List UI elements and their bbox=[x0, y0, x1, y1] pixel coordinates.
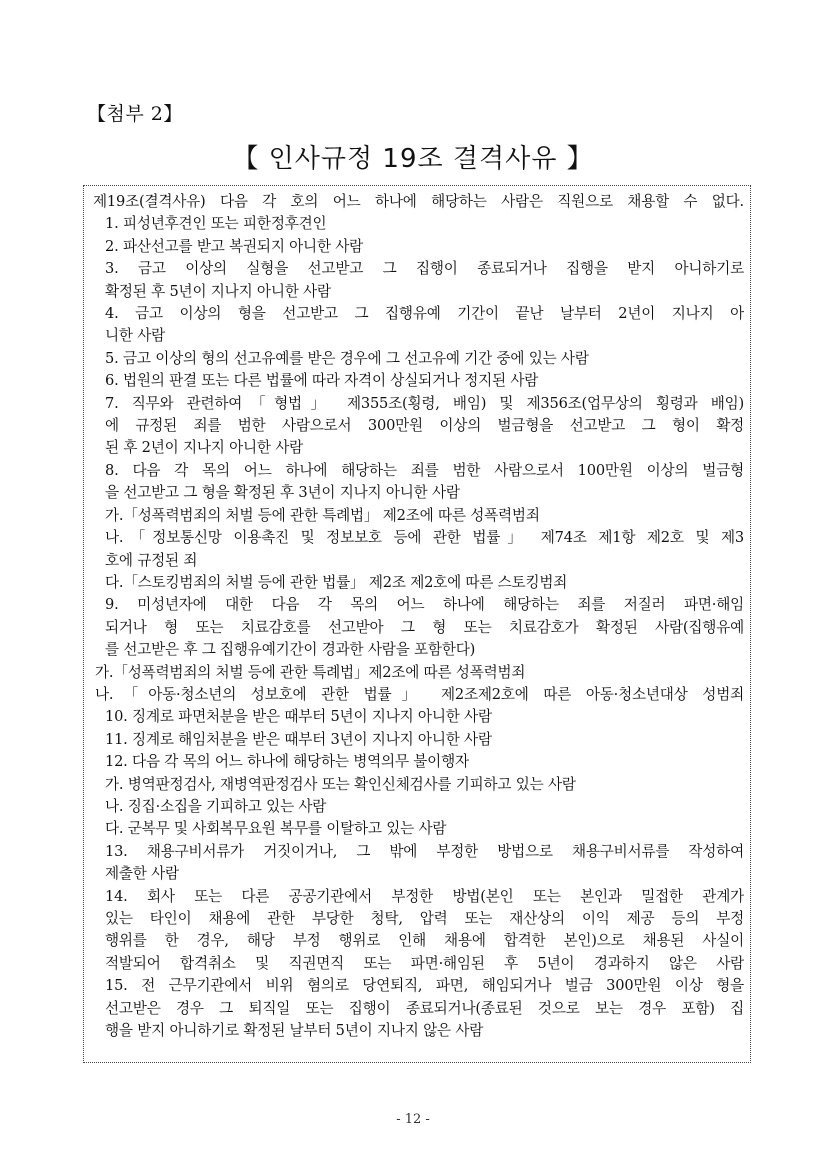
article-line: 가. 병역판정검사, 재병역판정검사 또는 확인신체검사를 기피하고 있는 사람 bbox=[105, 775, 576, 793]
article-line: 를 선고받은 후 그 집행유예기간이 경과한 사람을 포함한다) bbox=[105, 641, 476, 659]
article-line: 나.「아동·청소년의 성보호에 관한 법률」 제2조제2호에 따른 아동·청소년대상 성범죄 bbox=[95, 685, 744, 703]
article-line: 호에 규정된 죄 bbox=[105, 551, 198, 569]
article-line: 13. 채용구비서류가 거짓이거나, 그 밖에 부정한 방법으로 채용구비서류를 작성하여 bbox=[105, 842, 744, 860]
article-line: 5. 금고 이상의 형의 선고유예를 받은 경우에 그 선고유예 기간 중에 있는 사람 bbox=[105, 349, 589, 367]
article-line: 선고받은 경우 그 퇴직일 또는 집행이 종료되거나(종료된 것으로 보는 경우 포함) 집 bbox=[105, 999, 744, 1017]
article-line: 11. 징계로 해임처분을 받은 때부터 3년이 지나지 아니한 사람 bbox=[105, 730, 492, 748]
article-line: 8. 다음 각 목의 어느 하나에 해당하는 죄를 범한 사람으로서 100만원 이상의 벌금형 bbox=[105, 461, 744, 479]
article-line: 7. 직무와 관련하여「형법」 제355조(횡령, 배임) 및 제356조(업무상의 횡령과 배임) bbox=[105, 394, 744, 412]
article-line: 12. 다음 각 목의 어느 하나에 해당하는 병역의무 불이행자 bbox=[105, 753, 469, 771]
article-line: 가.「성폭력범죄의 처벌 등에 관한 특례법」 제2조에 따른 성폭력범죄 bbox=[105, 506, 540, 524]
article-line: 에 규정된 죄를 범한 사람으로서 300만원 이상의 벌금형을 선고받고 그 형이 확정 bbox=[105, 417, 744, 435]
article-line: 나.「정보통신망 이용촉진 및 정보보호 등에 관한 법률」 제74조 제1항 제2호 및 제3 bbox=[105, 529, 744, 547]
attachment-label: 【첨부 2】 bbox=[87, 103, 183, 125]
article-line: 2. 파산선고를 받고 복권되지 아니한 사람 bbox=[105, 237, 364, 255]
article-box bbox=[83, 185, 751, 1063]
article-line: 을 선고받고 그 형을 확정된 후 3년이 지나지 아니한 사람 bbox=[105, 484, 460, 502]
article-line: 4. 금고 이상의 형을 선고받고 그 집행유예 기간이 끝난 날부터 2년이 지나지 아 bbox=[105, 305, 744, 323]
article-line: 다.「스토킹범죄의 처벌 등에 관한 법률」 제2조 제2호에 따른 스토킹범죄 bbox=[105, 573, 568, 591]
article-line: 니한 사람 bbox=[105, 327, 166, 345]
article-line: 확정된 후 5년이 지나지 아니한 사람 bbox=[105, 282, 331, 300]
article-line: 되거나 형 또는 치료감호를 선고받아 그 형 또는 치료감호가 확정된 사람(집행유예 bbox=[105, 618, 744, 636]
article-line: 행을 받지 아니하기로 확정된 날부터 5년이 지나지 않은 사람 bbox=[105, 1022, 484, 1040]
article-line: 가.「성폭력범죄의 처벌 등에 관한 특례법」제2조에 따른 성폭력범죄 bbox=[95, 663, 526, 681]
article-line: 다. 군복무 및 사회복무요원 복무를 이탈하고 있는 사람 bbox=[105, 820, 447, 838]
article-line: 있는 타인이 채용에 관한 부당한 청탁, 압력 또는 재산상의 이익 제공 등의 부정 bbox=[105, 910, 744, 927]
article-line: 행위를 한 경우, 해당 부정 행위로 인해 채용에 합격한 본인)으로 채용된 사실이 bbox=[105, 932, 744, 950]
article-heading: 제19조(결격사유) 다음 각 호의 어느 하나에 해당하는 사람은 직원으로 채용할 수 없다. bbox=[93, 193, 744, 210]
page-title: 【 인사규정 19조 결격사유 】 bbox=[232, 144, 594, 174]
article-line: 제출한 사람 bbox=[105, 865, 179, 883]
article-line: 3. 금고 이상의 실형을 선고받고 그 집행이 종료되거나 집행을 받지 아니하기로 bbox=[105, 260, 744, 278]
page-number: - 12 - bbox=[396, 1112, 430, 1127]
article-line: 14. 회사 또는 다른 공공기관에서 부정한 방법(본인 또는 본인과 밀접한 관계가 bbox=[105, 887, 744, 905]
article-line: 15. 전 근무기관에서 비위 혐의로 당연퇴직, 파면, 해임되거나 벌금 300만원 이상 형을 bbox=[105, 977, 744, 995]
article-line: 적발되어 합격취소 및 직권면직 또는 파면·해임된 후 5년이 경과하지 않은 사람 bbox=[105, 954, 744, 972]
article-line: 된 후 2년이 지나지 아니한 사람 bbox=[105, 439, 304, 457]
article-line: 9. 미성년자에 대한 다음 각 목의 어느 하나에 해당하는 죄를 저질러 파면·해임 bbox=[105, 596, 744, 614]
article-line: 1. 피성년후견인 또는 피한정후견인 bbox=[105, 215, 327, 233]
article-line: 6. 법원의 판결 또는 다른 법률에 따라 자격이 상실되거나 정지된 사람 bbox=[105, 372, 539, 390]
article-line: 나. 징집·소집을 기피하고 있는 사람 bbox=[105, 797, 327, 815]
article-line: 10. 징계로 파면처분을 받은 때부터 5년이 지나지 아니한 사람 bbox=[105, 708, 492, 726]
